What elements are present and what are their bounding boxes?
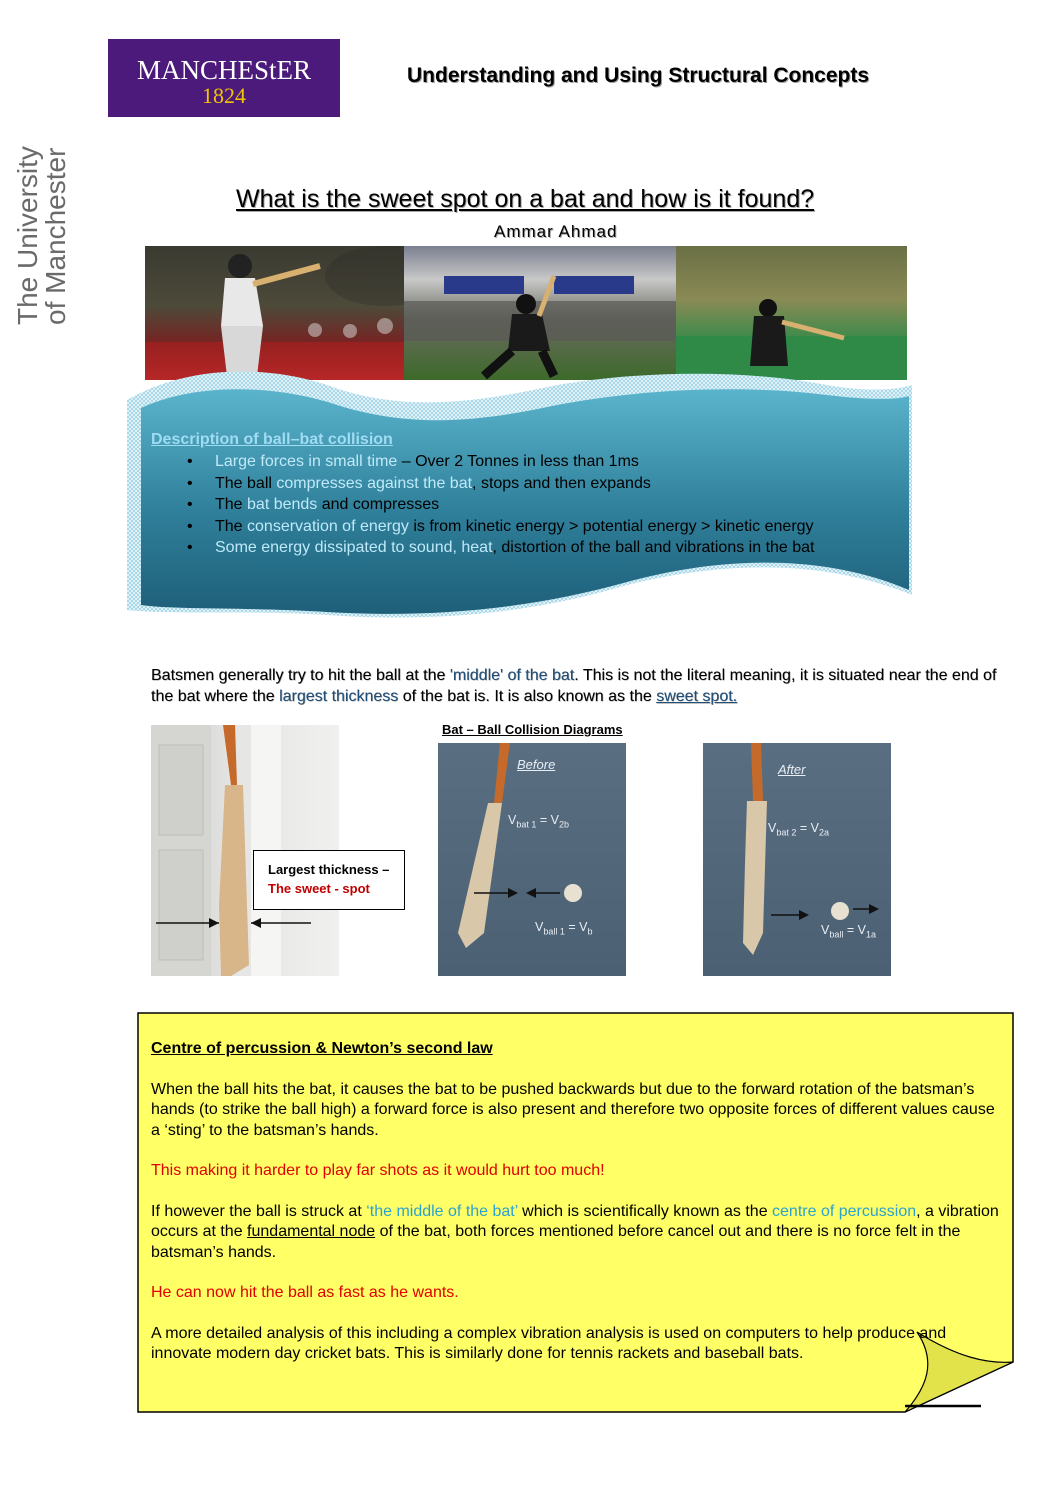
note-para-1: When the ball hits the bat, it causes the bat to be pushed backwards but due to the forward rotation of the batsman’s hands (to strike the ball high) a forward force is also present and therefore two opposite forces of different values cause a ‘sting’ to the batsman’s hands. (151, 1080, 995, 1139)
note-content (151, 1039, 1001, 1365)
callout-line-2: The sweet - spot (268, 881, 370, 896)
intro-text: . This is not the literal meaning, it is situated near the end of the bat where the (151, 667, 997, 705)
university-vertical-name (14, 135, 84, 325)
before-label: Before (517, 757, 556, 772)
note-highlight: ‘the middle of the bat’ (366, 1202, 518, 1220)
header-title: Understanding and Using Structural Concepts (407, 64, 870, 87)
bullet-highlight: bat bends (247, 496, 318, 514)
var-eq: = V (536, 813, 559, 827)
description-heading: Description of ball–bat collision (151, 431, 393, 448)
bullet-highlight: Some energy dissipated to sound, heat (215, 539, 493, 557)
var: V (508, 813, 517, 827)
list-item (190, 537, 815, 559)
after-collision-diagram (703, 743, 891, 976)
bullet-text: is from kinetic energy > potential energy > kinetic energy (408, 517, 814, 535)
list-item (190, 473, 815, 495)
sweet-spot-callout (253, 850, 405, 910)
var-eq: = V (796, 821, 819, 835)
before-vball-label (535, 920, 592, 937)
logo-year: 1824 (202, 83, 246, 108)
var-sub: ball (829, 929, 844, 940)
note-para-2: This making it harder to play far shots as it would hurt too much! (151, 1162, 605, 1179)
note-heading: Centre of percussion & Newton’s second law (151, 1040, 493, 1057)
note-text: which is scientifically known as the (517, 1202, 773, 1220)
note-text: , a vibration occurs at the (151, 1202, 999, 1240)
bullet-text: , distortion of the ball and vibrations in the bat (492, 539, 815, 557)
bullet-highlight: conservation of energy (247, 517, 409, 535)
intro-highlight-largest: largest thickness (279, 688, 399, 705)
bullet-text: The (215, 496, 248, 514)
var-eq: = V (843, 923, 866, 937)
vertical-name-line1: The University (12, 146, 43, 325)
note-text: of the bat, both forces mentioned before cancel out and there is no force felt in the batsman’s hands. (151, 1223, 961, 1261)
bullet-highlight: Large forces in small time (215, 453, 398, 470)
author-name: Ammar Ahmad (494, 222, 618, 241)
intro-highlight-middle: 'middle' of the bat (449, 667, 575, 684)
callout-line-1: Largest thickness – (268, 862, 390, 877)
vertical-name-line2: of Manchester (40, 147, 71, 325)
bullet-text: and compresses (317, 496, 440, 514)
page-title: What is the sweet spot on a bat and how is it found? (236, 185, 815, 213)
diagrams-caption: Bat – Ball Collision Diagrams (442, 722, 623, 737)
bullet-text: The (215, 517, 248, 535)
var: V (535, 920, 544, 934)
list-item (190, 516, 815, 538)
university-logo (108, 39, 340, 117)
note-para-5: A more detailed analysis of this including a complex vibration analysis is used on computers to help produce and innovate modern day cricket bats. This is similarly done for tennis rackets and baseball bats. (151, 1324, 947, 1362)
bullet-text: The ball (215, 474, 277, 492)
list-item (190, 451, 815, 473)
before-collision-diagram (438, 743, 626, 976)
note-para-3 (151, 1202, 1001, 1264)
note-underlined: fundamental node (247, 1223, 376, 1240)
intro-text: Batsmen generally try to hit the ball at the (151, 667, 450, 684)
bullet-text: – Over 2 Tonnes in less than 1ms (397, 453, 639, 470)
note-para-4: He can now hit the ball as fast as he wants. (151, 1284, 459, 1301)
logo-name: MANCHEStER (136, 55, 312, 85)
var-sub: b (587, 926, 593, 937)
intro-text: of the bat is. It is also known as the (398, 688, 657, 705)
var-sub: 2a (818, 827, 829, 838)
after-vbat-label (768, 821, 829, 838)
var-sub: bat 2 (776, 827, 797, 838)
note-highlight: centre of percussion (772, 1202, 917, 1220)
var: V (768, 821, 777, 835)
after-vball-label (821, 923, 876, 940)
intro-link-sweet-spot: sweet spot. (656, 688, 738, 705)
after-label: After (778, 762, 806, 777)
bullet-highlight: compresses against the bat (276, 474, 473, 492)
var-sub: 2b (558, 819, 569, 830)
note-text: If however the ball is struck at (151, 1202, 367, 1220)
intro-paragraph (151, 665, 1011, 707)
list-item (190, 494, 815, 516)
var-sub: bat 1 (516, 819, 537, 830)
var-sub: 1a (865, 929, 876, 940)
bullet-text: , stops and then expands (472, 474, 651, 492)
var: V (821, 923, 830, 937)
var-sub: ball 1 (543, 926, 565, 937)
before-vbat-label (508, 813, 569, 830)
var-eq: = V (564, 920, 588, 934)
description-list (190, 451, 815, 559)
